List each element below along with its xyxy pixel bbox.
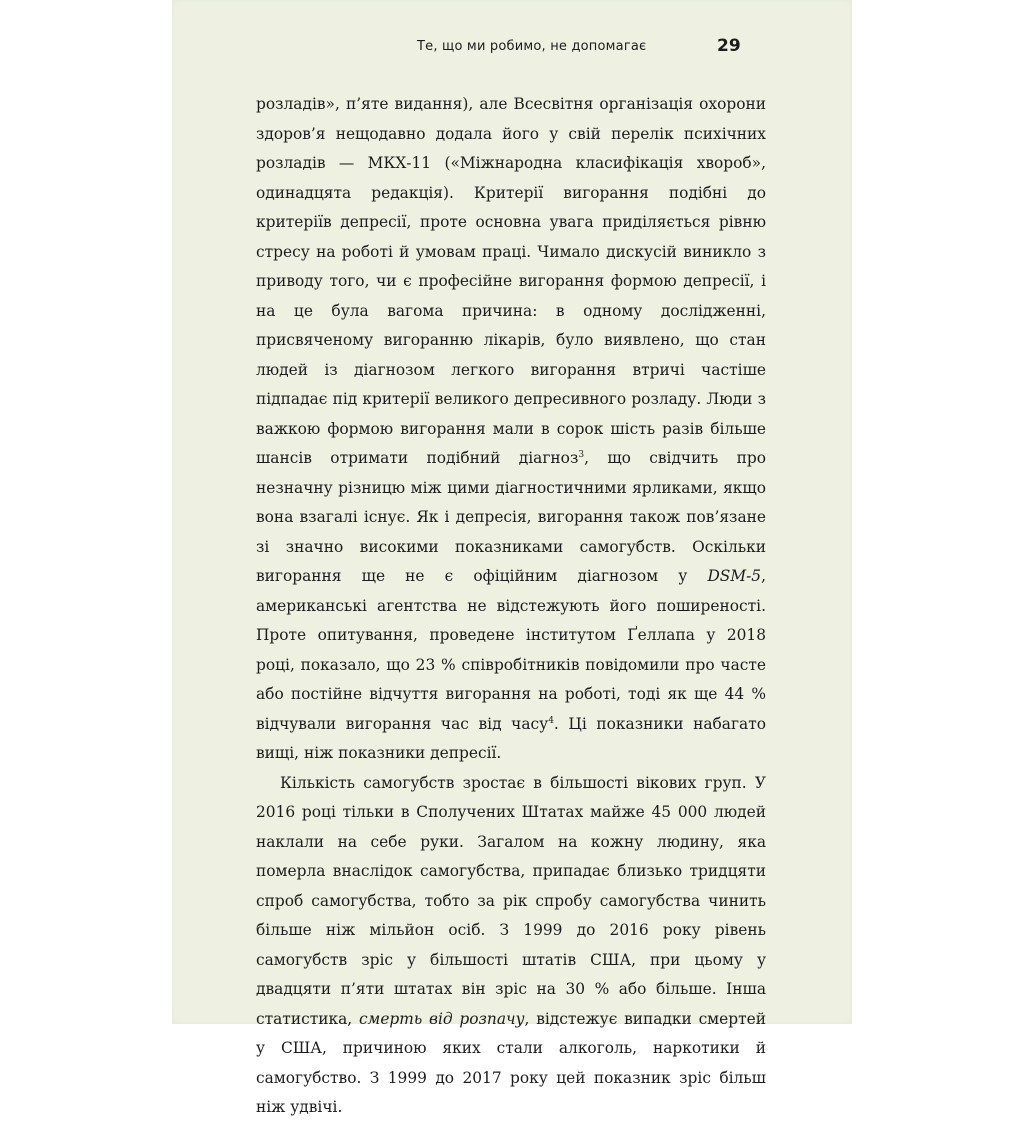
dsm-title: DSM-5: [707, 567, 762, 585]
page-number: 29: [717, 36, 741, 56]
paragraph-2: [256, 769, 766, 1123]
p1-text-b: , що свідчить про незначну різницю між цими діагностичними ярликами, якщо вона взагалі існує. Як і депресія, вигорання також пов’язане зі значно високими показниками самогубств. Оскільки вигорання ще не є офіційним діагнозом у: [256, 449, 766, 585]
p1-text-c: , американські агентства не відстежують його поширеності. Проте опитування, проведене інститутом Ґеллапа у 2018 році, показало, що 23 % співробітників повідомили про часте або постійне відчуття вигорання на роботі, тоді як ще 44 % відчували вигорання час від часу: [256, 567, 766, 733]
book-page: [172, 0, 852, 1116]
footnote-ref-4: 4: [548, 715, 554, 726]
running-head: [172, 36, 852, 58]
running-title: Те, що ми робимо, не допомагає: [417, 39, 647, 54]
body-text: [256, 90, 766, 1123]
despair-term: смерть від розпачу: [358, 1009, 525, 1028]
paragraph-1: [256, 90, 766, 769]
footnote-ref-3: 3: [578, 450, 585, 460]
p2-text-b: , відстежує випадки смертей у США, причиною яких стали алкоголь, наркотики й самогубство. З 1999 до 2017 року цей показник зріс більш ніж удвічі.: [256, 1009, 766, 1116]
p1-text-d: . Ці показники набагато вищі, ніж показники депресії.: [256, 714, 766, 762]
p1-text-a: розладів», п’яте видання), але Всесвітня організація охорони здоров’я нещодавно додала його у свій перелік психічних розладів — МКХ-11 («Міжнародна класифікація хвороб», одинадцята редакція). Критерії вигорання подібні до критеріїв депресії, проте основна увага приділяється рівню стресу на роботі й умовам праці. Чимало дискусій виникло з приводу того, чи є професійне вигорання формою депресії, і на це була вагома причина: в одному дослідженні, присвяченому вигоранню лікарів, було виявлено, що стан людей із діагнозом легкого вигорання втричі частіше підпадає під критерії великого депресивного розладу. Люди з важкою формою вигорання мали в сорок шість разів більше шансів отримати подібний діагноз: [256, 95, 766, 467]
p2-text-a: Кількість самогубств зростає в більшості вікових груп. У 2016 році тільки в Сполучених Штатах майже 45 000 людей наклали на себе руки. Загалом на кожну людину, яка померла внаслідок самогубства, припадає близько тридцяти спроб самогубства, тобто за рік спробу самогубства чинить більше ніж мільйон осіб. З 1999 до 2016 року рівень самогубств зріс у більшості штатів США, при цьому у двадцяти п’яти штатах він зріс на 30 % або більше. Інша статистика,: [256, 773, 766, 1028]
